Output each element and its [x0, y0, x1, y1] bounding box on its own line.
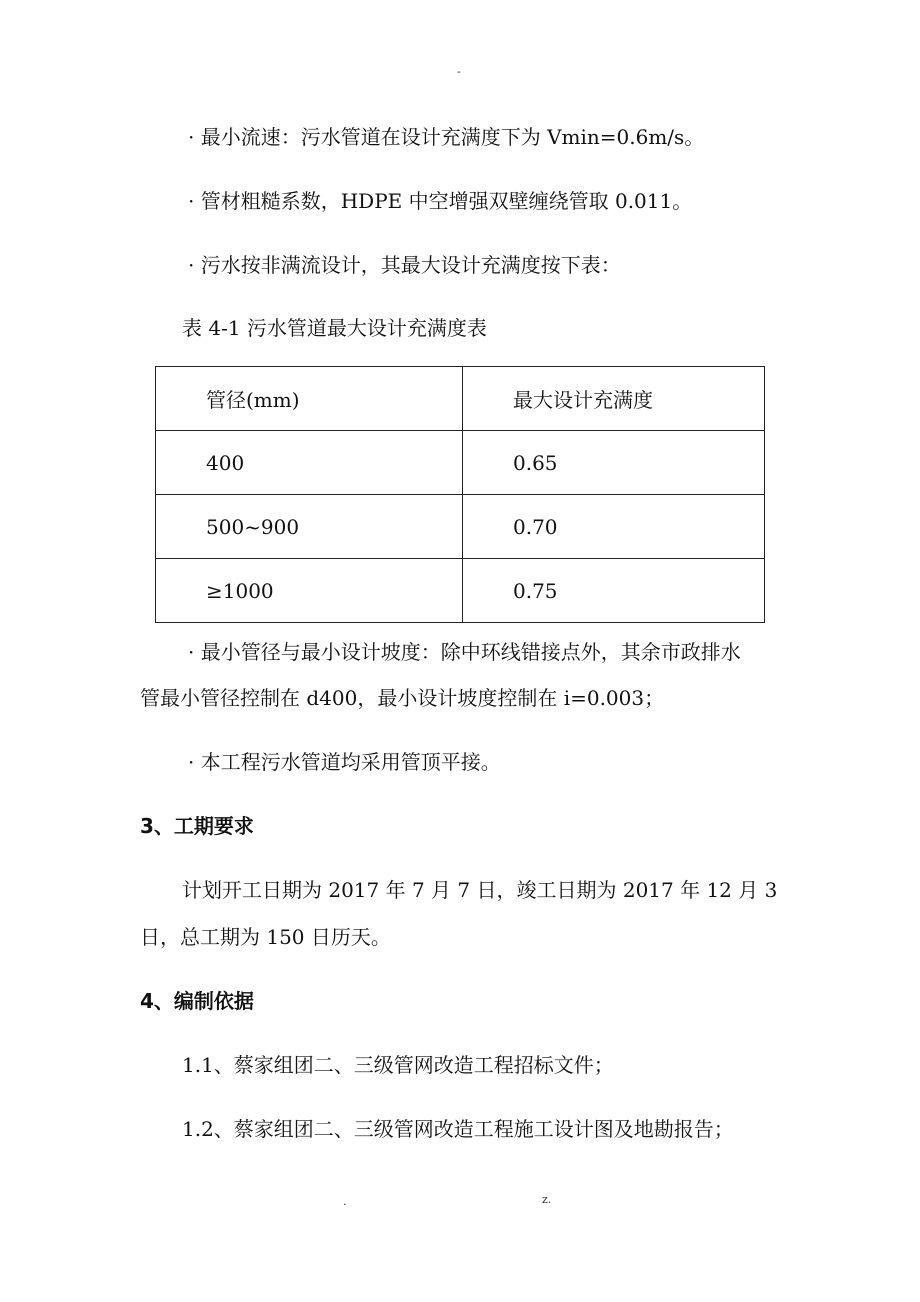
bullet-dot: ·	[188, 125, 195, 149]
bullet-dot: ·	[188, 189, 195, 213]
bullet-partial-flow	[188, 253, 621, 277]
bullet-text: 管材粗糙系数，HDPE 中空增强双壁缠绕管取 0.011。	[200, 189, 693, 213]
section3-heading: 3、工期要求	[140, 814, 254, 838]
footer-right-mark: z.	[542, 1193, 552, 1206]
table-row	[156, 559, 765, 623]
bullet-roughness	[188, 189, 692, 213]
cell-fill-ratio: 0.70	[463, 495, 765, 559]
bullet-pipe-connection	[188, 750, 501, 774]
section4-heading: 4、编制依据	[140, 989, 254, 1013]
bullet-text: 最小流速：污水管道在设计充满度下为 Vmin=0.6m/s。	[200, 125, 705, 149]
cell-diameter: ≥1000	[156, 559, 463, 623]
bullet-min-velocity	[188, 125, 704, 149]
bullet-text: 本工程污水管道均采用管顶平接。	[200, 750, 501, 774]
bullet-min-pipe-line1	[188, 640, 741, 664]
bullet-dot: ·	[188, 640, 195, 664]
bullet-text: 最小管径与最小设计坡度：除中环线错接点外，其余市政排水	[200, 640, 741, 664]
header-pipe-diameter: 管径(mm)	[156, 367, 463, 431]
basis-item: 1.2、蔡家组团二、三级管网改造工程施工设计图及地勘报告；	[182, 1117, 734, 1141]
table-header-row	[156, 367, 765, 431]
table-caption: 表 4-1 污水管道最大设计充满度表	[182, 316, 487, 340]
table-row	[156, 431, 765, 495]
section3-line1: 计划开工日期为 2017 年 7 月 7 日，竣工日期为 2017 年 12 月 3	[182, 878, 778, 902]
bullet-min-pipe-line2: 管最小管径控制在 d400，最小设计坡度控制在 i=0.003；	[140, 686, 665, 710]
section3-line2: 日，总工期为 150 日历天。	[140, 925, 391, 949]
header-max-fill-ratio: 最大设计充满度	[463, 367, 765, 431]
bullet-text: 污水按非满流设计，其最大设计充满度按下表：	[200, 253, 621, 277]
bullet-dot: ·	[188, 253, 195, 277]
cell-fill-ratio: 0.65	[463, 431, 765, 495]
cell-diameter: 400	[156, 431, 463, 495]
footer-left-mark: .	[343, 1195, 347, 1208]
cell-diameter: 500~900	[156, 495, 463, 559]
basis-item: 1.1、蔡家组团二、三级管网改造工程招标文件；	[182, 1053, 614, 1077]
cell-fill-ratio: 0.75	[463, 559, 765, 623]
table-row	[156, 495, 765, 559]
header-mark: -	[457, 65, 461, 78]
bullet-dot: ·	[188, 750, 195, 774]
fill-ratio-table	[155, 366, 765, 623]
